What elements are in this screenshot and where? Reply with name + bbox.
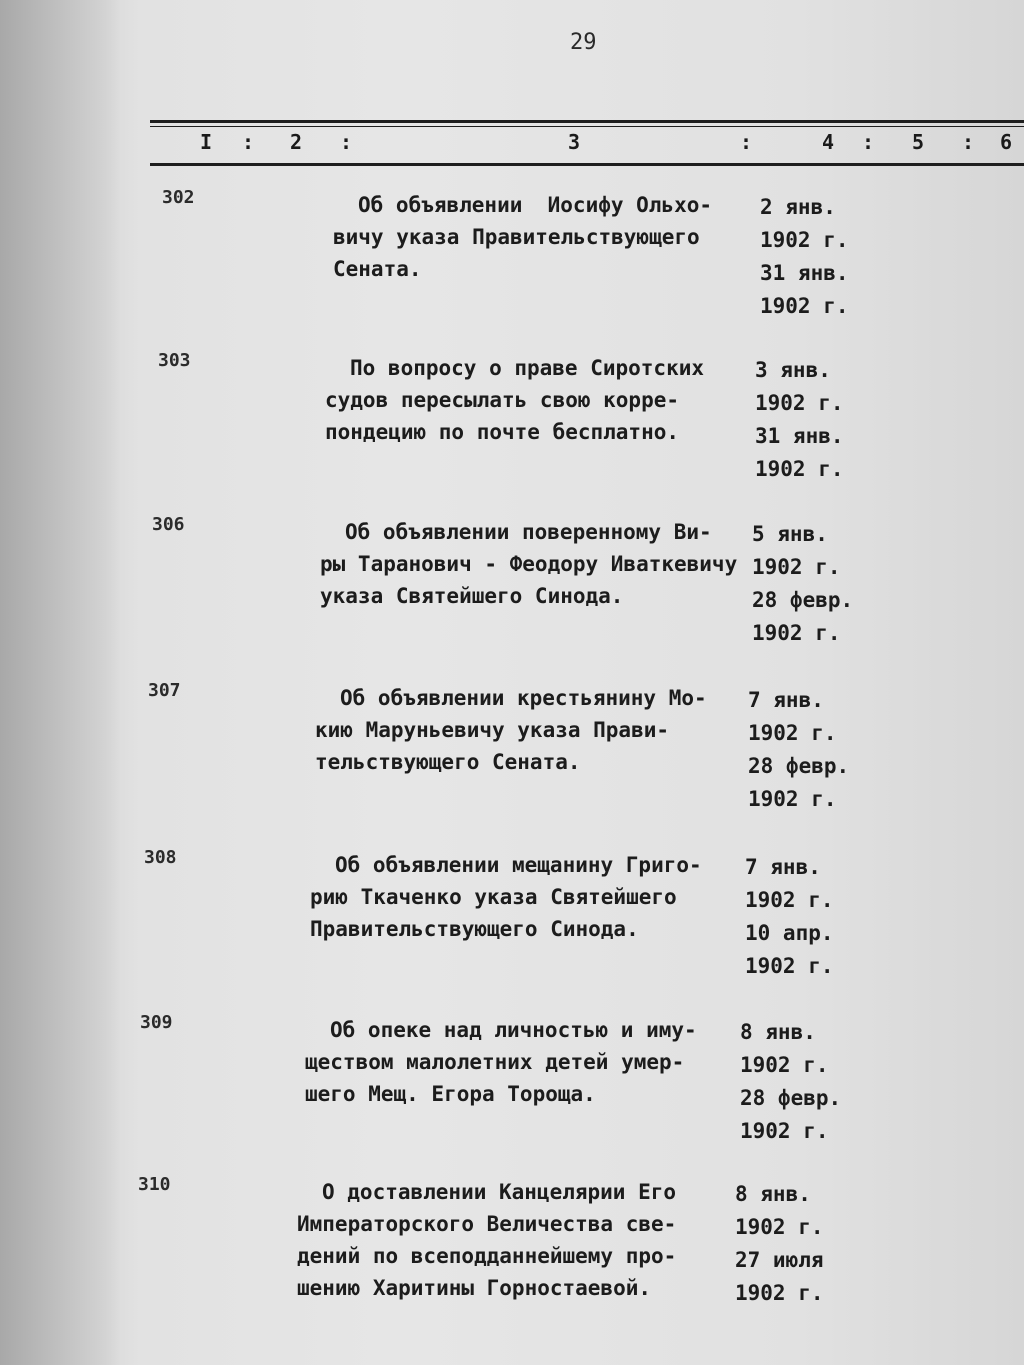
entry-date-line: 1902 г. [755,391,844,415]
entry-description-line: Императорского Величества све- [297,1212,677,1236]
column-header: 3 [568,130,581,154]
entry-number: 302 [162,187,195,208]
entry-date-line: 8 янв. [740,1020,816,1044]
entry-number: 308 [144,847,177,868]
entry-number: 303 [158,350,191,371]
column-separator: : [862,130,875,154]
entry-number: 307 [148,680,181,701]
entry-date-line: 1902 г. [748,787,837,811]
entry-description-line: Правительствующего Синода. [310,917,639,941]
entry-date-line: 1902 г. [735,1281,824,1305]
entry-date-line: 5 янв. [752,522,828,546]
header-rule-top-thin [150,126,1024,127]
entry-description-line: О доставлении Канцелярии Его [322,1180,677,1204]
entry-number: 310 [138,1174,171,1195]
entry-date-line: 1902 г. [748,721,837,745]
entry-description-line: рию Ткаченко указа Святейшего [310,885,677,909]
entry-date-line: 28 февр. [752,588,854,612]
entry-description-line: дений по всеподданнейшему про- [297,1244,677,1268]
entry-date-line: 1902 г. [740,1053,829,1077]
entry-description-line: шению Харитины Горностаевой. [297,1276,652,1300]
column-separator: : [340,130,353,154]
entry-date-line: 1902 г. [745,888,834,912]
entry-date-line: 1902 г. [740,1119,829,1143]
entry-description-line: Сената. [333,257,422,281]
entry-date-line: 31 янв. [755,424,844,448]
entry-date-line: 7 янв. [745,855,821,879]
entry-date-line: 31 янв. [760,261,849,285]
page-number: 29 [570,30,597,55]
header-rule-top [150,120,1024,123]
entry-description-line: шего Мещ. Егора Тороща. [305,1082,596,1106]
entry-description-line: кию Маруньевичу указа Прави- [315,718,670,742]
column-header: 2 [290,130,303,154]
column-separator: : [740,130,753,154]
column-header: 5 [912,130,925,154]
entry-description-line: Об объявлении Иосифу Ольхо- [358,193,713,217]
column-header: I [200,130,213,154]
entry-date-line: 28 февр. [748,754,850,778]
entry-date-line: 27 июля [735,1248,824,1272]
entry-date-line: 7 янв. [748,688,824,712]
entry-date-line: 10 апр. [745,921,834,945]
entry-description-line: ры Таранович - Феодору Иваткевичу [320,552,738,576]
header-rule-bottom [150,163,1024,166]
entry-date-line: 1902 г. [735,1215,824,1239]
entry-description-line: Об опеке над личностью и иму- [330,1018,697,1042]
column-separator: : [962,130,975,154]
entry-date-line: 8 янв. [735,1182,811,1206]
entry-date-line: 1902 г. [752,621,841,645]
entry-description-line: Об объявлении мещанину Григо- [335,853,702,877]
column-header: 4 [822,130,835,154]
entry-number: 309 [140,1012,173,1033]
entry-date-line: 1902 г. [752,555,841,579]
entry-description-line: пондецию по почте бесплатно. [325,420,680,444]
entry-description-line: Об объявлении крестьянину Мо- [340,686,707,710]
entry-description-line: тельствующего Сената. [315,750,581,774]
entry-date-line: 1902 г. [760,294,849,318]
column-header: 6 [1000,130,1013,154]
entry-description-line: вичу указа Правительствующего [333,225,700,249]
entry-description-line: указа Святейшего Синода. [320,584,624,608]
entry-number: 306 [152,514,185,535]
entry-date-line: 2 янв. [760,195,836,219]
entry-description-line: ществом малолетних детей умер- [305,1050,685,1074]
entry-date-line: 1902 г. [760,228,849,252]
entry-description-line: По вопросу о праве Сиротских [350,356,705,380]
book-spine-shadow [0,0,120,1365]
entry-date-line: 1902 г. [745,954,834,978]
entry-date-line: 1902 г. [755,457,844,481]
entry-date-line: 3 янв. [755,358,831,382]
entry-description-line: судов пересылать свою корре- [325,388,680,412]
column-separator: : [242,130,255,154]
entry-date-line: 28 февр. [740,1086,842,1110]
entry-description-line: Об объявлении поверенному Ви- [345,520,712,544]
